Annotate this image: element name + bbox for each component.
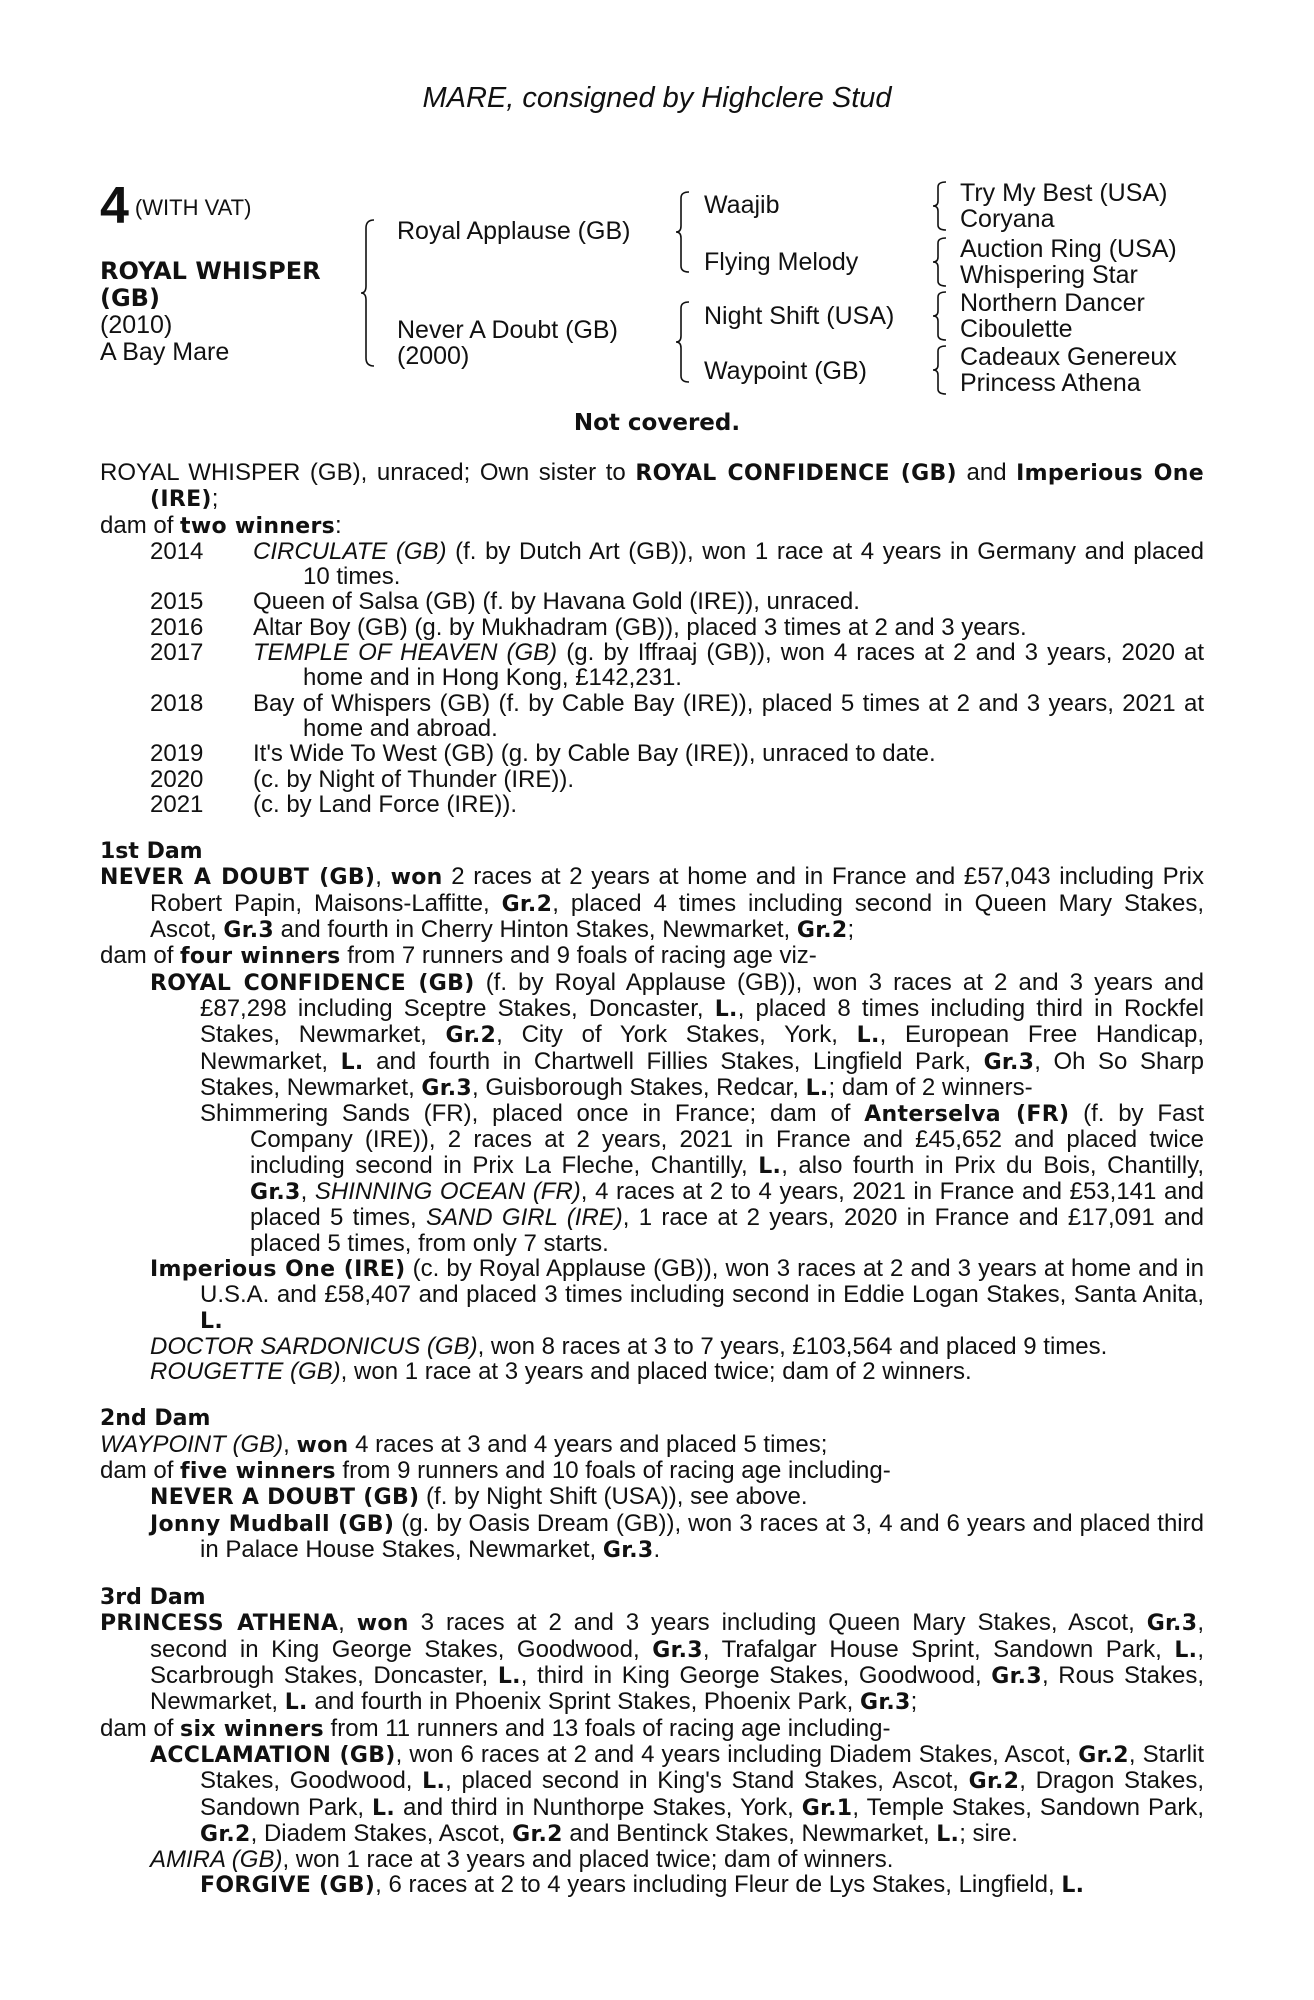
second-dam-produce-summary: dam of five winners from 9 runners and 10 foals of racing age including- xyxy=(100,1456,891,1484)
page-title: MARE, consigned by Highclere Stud xyxy=(422,82,892,114)
dam-year: (2000) xyxy=(397,342,470,370)
list-item: 2021 (c. by Land Force (IRE)). xyxy=(150,790,518,818)
list-item: 2019 It's Wide To West (GB) (g. by Cable Bay (IRE)), unraced to date. xyxy=(150,740,936,768)
dam-dam-sire: Cadeaux Genereux xyxy=(960,343,1177,371)
offspring-rougette: ROUGETTE (GB), won 1 race at 3 years and placed twice; dam of 2 winners. xyxy=(150,1358,972,1386)
brace-sire xyxy=(675,190,691,274)
list-item: 2018 Bay of Whispers (GB) (f. by Cable Bay (IRE)), placed 5 times at 2 and 3 years, 2021 at home and abroad. xyxy=(150,689,1204,742)
sire: Royal Applause (GB) xyxy=(397,217,631,245)
offspring-forgive: FORGIVE (GB), 6 races at 2 to 4 years including Fleur de Lys Stakes, Lingfield, L. xyxy=(200,1871,1085,1899)
third-dam-produce-summary: dam of six winners from 11 runners and 13 foals of racing age including- xyxy=(100,1714,891,1742)
lot-number: 4 xyxy=(100,177,129,235)
brace-ds xyxy=(932,290,948,342)
brace-ss xyxy=(932,180,948,232)
brace-dam xyxy=(675,300,691,384)
offspring-amira: AMIRA (GB), won 1 race at 3 years and placed twice; dam of winners. xyxy=(150,1846,894,1874)
list-item: 2014 CIRCULATE (GB) (f. by Dutch Art (GB)), won 1 race at 4 years in Germany and placed 10 times. xyxy=(150,537,1204,591)
third-dam-heading: 3rd Dam xyxy=(100,1585,206,1611)
dam-sire-sire: Northern Dancer xyxy=(960,289,1145,317)
offspring-doctor-sardonicus: DOCTOR SARDONICUS (GB), won 8 races at 3 to 7 years, £103,564 and placed 9 times. xyxy=(150,1332,1108,1360)
intro-line: ROYAL WHISPER (GB), unraced; Own sister to ROYAL CONFIDENCE (GB) and Imperious One (IRE); xyxy=(100,459,1204,513)
horse-description: A Bay Mare xyxy=(100,338,230,366)
sire-sire-dam: Coryana xyxy=(960,205,1055,233)
first-dam-record: NEVER A DOUBT (GB), won 2 races at 2 years at home and in France and £57,043 including Prix Robert Papin, Maisons-Laffitte, Gr.2, placed 4 times including second in Queen Mary Stakes, Ascot, Gr.3 and fourth in Cherry Hinton Stakes, Newmarket, Gr.2; xyxy=(100,863,1204,944)
second-dam-record: WAYPOINT (GB), won 4 races at 3 and 4 years and placed 5 times; xyxy=(100,1430,828,1458)
vat-label: (WITH VAT) xyxy=(134,195,252,220)
list-item: 2020 (c. by Night of Thunder (IRE)). xyxy=(150,765,574,793)
horse-name: ROYAL WHISPER xyxy=(100,257,321,285)
list-item: 2017 TEMPLE OF HEAVEN (GB) (g. by Iffraaj (GB)), won 4 races at 2 and 3 years, 2020 at home and in Hong Kong, £142,231. xyxy=(150,639,1205,692)
offspring-jonny-mudball: Jonny Mudball (GB) (g. by Oasis Dream (GB)), won 3 races at 3, 4 and 6 years and placed third in Palace House Stakes, Newmarket, Gr.3. xyxy=(150,1509,1204,1563)
dam-dam: Waypoint (GB) xyxy=(704,357,868,385)
horse-country: (GB) xyxy=(100,284,160,312)
dam-dam-dam: Princess Athena xyxy=(960,369,1141,397)
third-dam-record: PRINCESS ATHENA, won 3 races at 2 and 3 years including Queen Mary Stakes, Ascot, Gr.3, second in King George Stakes, Goodwood, Gr.3, Trafalgar House Sprint, Sandown Park, L., Scarbrough Stakes, Doncaster, L., third in King George Stakes, Goodwood, Gr.3, Rous Stakes, Newmarket, L. and fourth in Phoenix Sprint Stakes, Phoenix Park, Gr.3; xyxy=(100,1609,1204,1716)
horse-details xyxy=(100,258,321,366)
sire-dam: Flying Melody xyxy=(704,248,859,276)
sire-dam-sire: Auction Ring (USA) xyxy=(960,235,1177,263)
list-item: 2015 Queen of Salsa (GB) (f. by Havana Gold (IRE)), unraced. xyxy=(150,588,860,616)
dam-sire: Night Shift (USA) xyxy=(704,302,895,330)
offspring-acclamation: ACCLAMATION (GB), won 6 races at 2 and 4 years including Diadem Stakes, Ascot, Gr.2, Starlit Stakes, Goodwood, L., placed second in King's Stand Stakes, Ascot, Gr.2, Dragon Stakes, Sandown Park, L. and third in Nunthorpe Stakes, York, Gr.1, Temple Stakes, Sandown Park, Gr.2, Diadem Stakes, Ascot, Gr.2 and Bentinck Stakes, Newmarket, L.; sire. xyxy=(150,1740,1204,1847)
offspring-royal-confidence: ROYAL CONFIDENCE (GB) (f. by Royal Applause (GB)), won 3 races at 2 and 3 years and £87,298 including Sceptre Stakes, Doncaster, L., placed 8 times including third in Rockfel Stakes, Newmarket, Gr.2, City of York Stakes, York, L., European Free Handicap, Newmarket, L. and fourth in Chartwell Fillies Stakes, Lingfield Park, Gr.3, Oh So Sharp Stakes, Newmarket, Gr.3, Guisborough Stakes, Redcar, L.; dam of 2 winners- xyxy=(150,968,1205,1101)
sire-dam-dam: Whispering Star xyxy=(960,261,1138,289)
list-item: 2016 Altar Boy (GB) (g. by Mukhadram (GB)), placed 3 times at 2 and 3 years. xyxy=(150,613,1027,641)
first-dam-produce-summary: dam of four winners from 7 runners and 9 foals of racing age viz- xyxy=(100,942,817,970)
brace-dd xyxy=(932,344,948,396)
dam-sire-dam: Ciboulette xyxy=(960,315,1073,343)
sire-sire-sire: Try My Best (USA) xyxy=(960,179,1168,207)
produce-list xyxy=(100,539,1204,817)
covering-status: Not covered. xyxy=(573,410,741,436)
dam: Never A Doubt (GB) xyxy=(397,316,618,344)
first-dam-heading: 1st Dam xyxy=(100,839,203,865)
sire-sire: Waajib xyxy=(704,191,780,219)
brace-gen1 xyxy=(360,218,376,368)
horse-year: (2010) xyxy=(100,311,173,339)
catalogue-body xyxy=(100,460,1204,1899)
lot-number-block xyxy=(100,177,252,235)
second-dam-heading: 2nd Dam xyxy=(100,1406,211,1432)
offspring-imperious-one: Imperious One (IRE) (c. by Royal Applause (GB)), won 3 races at 2 and 3 years at home and in U.S.A. and £58,407 and placed 3 times including second in Eddie Logan Stakes, Santa Anita, L. xyxy=(150,1254,1204,1334)
offspring-shimmering-sands: Shimmering Sands (FR), placed once in France; dam of Anterselva (FR) (f. by Fast Company (IRE)), 2 races at 2 years, 2021 in France and £45,652 and placed twice including second in Prix La Fleche, Chantilly, L., also fourth in Prix du Bois, Chantilly, Gr.3, SHINNING OCEAN (FR), 4 races at 2 to 4 years, 2021 in France and £53,141 and placed 5 times, SAND GIRL (IRE), 1 race at 2 years, 2020 in France and £17,091 and placed 5 times, from only 7 starts. xyxy=(200,1100,1205,1257)
offspring-never-a-doubt: NEVER A DOUBT (GB) (f. by Night Shift (USA)), see above. xyxy=(150,1483,808,1511)
intro-dam-of: dam of two winners: xyxy=(100,511,342,539)
brace-sd xyxy=(932,236,948,288)
